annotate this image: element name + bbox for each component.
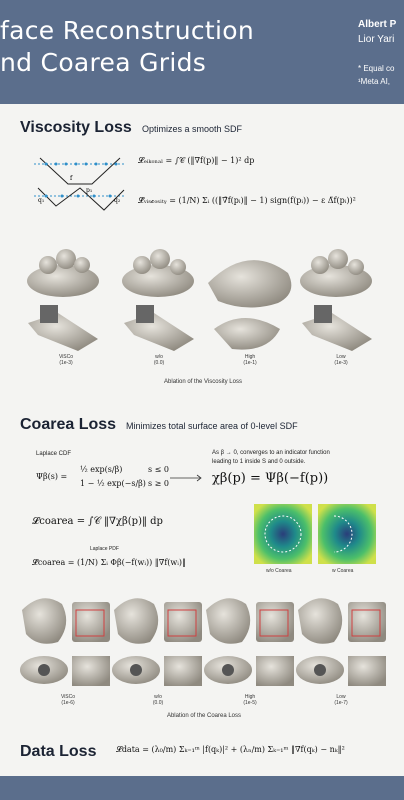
coarea-thumb-3 [204, 598, 294, 686]
viscosity-eq2-rhs: (1/N) Σᵢ ((‖∇̃f(pᵢ)‖ − 1) sign(f(pᵢ)) − ε Δ̃f(pᵢ))² [178, 196, 356, 205]
psi-case-1: ½ exp(s/β) [80, 465, 123, 474]
poster-header [0, 0, 404, 104]
psi-lhs: Ψβ(s) = [36, 472, 68, 481]
viscosity-thumb-2 [122, 249, 194, 351]
laplace-pdf-label: Laplace PDF [90, 546, 119, 552]
coarea-thumb-2 [112, 598, 202, 686]
author-line-1: Albert P [358, 19, 397, 30]
viscosity-subtitle: Optimizes a smooth SDF [142, 124, 243, 134]
viscosity-eq2-lhs: 𝓛̂ᵥᵢₛ𝒸ₒₛᵢₜᵧ = [138, 196, 176, 205]
psi-case-2: 1 − ½ exp(−s/β) [80, 479, 146, 488]
arrow-icon [170, 474, 206, 482]
coarea-label-3: High (1e-5) [243, 694, 257, 706]
psi-cond-2: s ≥ 0 [148, 479, 169, 488]
viscosity-eq1-rhs: ∫𝒞 (‖∇f(p)‖ − 1)² dp [174, 156, 255, 165]
viscosity-eq1 [138, 156, 254, 166]
diag-label-f: f [70, 175, 73, 182]
coarea-thumb-1 [20, 598, 110, 686]
coarea-loss-lhs: 𝓛coarea = [32, 516, 86, 527]
diag-label-p1: p₁ [86, 187, 93, 194]
data-loss-title: Data Loss [20, 743, 97, 760]
coarea-loss2-eq [32, 558, 186, 568]
field-with-coarea [318, 504, 376, 564]
chi-equation: χβ(p) = Ψβ(−f(p)) [212, 471, 329, 486]
viscosity-eq1-lhs: 𝓛ₑᵢₖₒₙₐₗ = [138, 156, 173, 165]
viscosity-thumb-4 [300, 249, 372, 351]
coarea-thumb-4 [296, 598, 386, 686]
diag-label-q1: q₁ [38, 197, 45, 204]
affiliation-note-1: * Equal co [358, 64, 395, 73]
viscosity-label-4: Low (1e-3) [334, 354, 348, 366]
coarea-label-2: w/o (0.0) [152, 694, 164, 706]
coarea-loss2-lhs: 𝓛̂coarea = [32, 558, 75, 567]
coarea-label-4: Low (1e-7) [334, 694, 348, 706]
poster-title-line-1: face Reconstruction [0, 16, 254, 45]
indicator-note: As β → 0, converges to an indicator function leading to 1 inside S and 0 outside. [212, 450, 330, 465]
viscosity-diagram [30, 148, 130, 218]
diag-label-q2: q₂ [114, 197, 121, 204]
poster-footer [0, 776, 404, 800]
coarea-ablation-images [18, 590, 390, 690]
data-loss-eq [116, 745, 345, 755]
viscosity-ablation-images [18, 243, 390, 363]
laplace-cdf-label: Laplace CDF [36, 451, 72, 457]
viscosity-eq2 [138, 196, 356, 206]
coarea-caption: Ablation of the Coarea Loss [166, 713, 242, 719]
sdf-field-images [254, 504, 376, 568]
field-without-coarea [254, 504, 312, 564]
psi-definition [36, 472, 67, 481]
poster-title-line-2: nd Coarea Grids [0, 48, 207, 77]
coarea-loss-rhs: ∫𝒞 ‖∇χβ(p)‖ dp [88, 516, 163, 527]
field-label-with: w Coarea [332, 568, 354, 574]
affiliation-note-2: ¹Meta AI, [358, 77, 391, 86]
author-line-2: Lior Yari [358, 34, 395, 45]
coarea-loss2-rhs: (1/N) Σᵢ Φβ(−f(wᵢ)) ‖∇f(wᵢ)‖ [77, 558, 186, 567]
data-loss-rhs: (λ₀/m) Σₖ₌₁ᵐ |f(qₖ)|² + (λₙ/m) Σₖ₌₁ᵐ ‖∇f(qₖ) − nₖ‖² [151, 745, 345, 754]
coarea-label-1: ViSCo (1e-6) [60, 694, 76, 706]
coarea-loss-eq [32, 516, 163, 527]
viscosity-label-3: High (1e-1) [243, 354, 257, 366]
coarea-subtitle: Minimizes total surface area of 0-level SDF [126, 421, 298, 431]
viscosity-caption: Ablation of the Viscosity Loss [164, 379, 242, 385]
coarea-title: Coarea Loss [20, 416, 117, 433]
viscosity-title: Viscosity Loss [20, 119, 132, 136]
viscosity-label-2: w/o (0.0) [153, 354, 165, 366]
viscosity-label-1: ViSCo (1e-3) [58, 354, 74, 366]
psi-cond-1: s ≤ 0 [148, 465, 169, 474]
viscosity-thumb-1 [27, 249, 99, 351]
field-label-without: w/o Coarea [266, 568, 292, 574]
data-loss-lhs: 𝓛data = [116, 745, 149, 754]
viscosity-thumb-3 [208, 260, 291, 349]
